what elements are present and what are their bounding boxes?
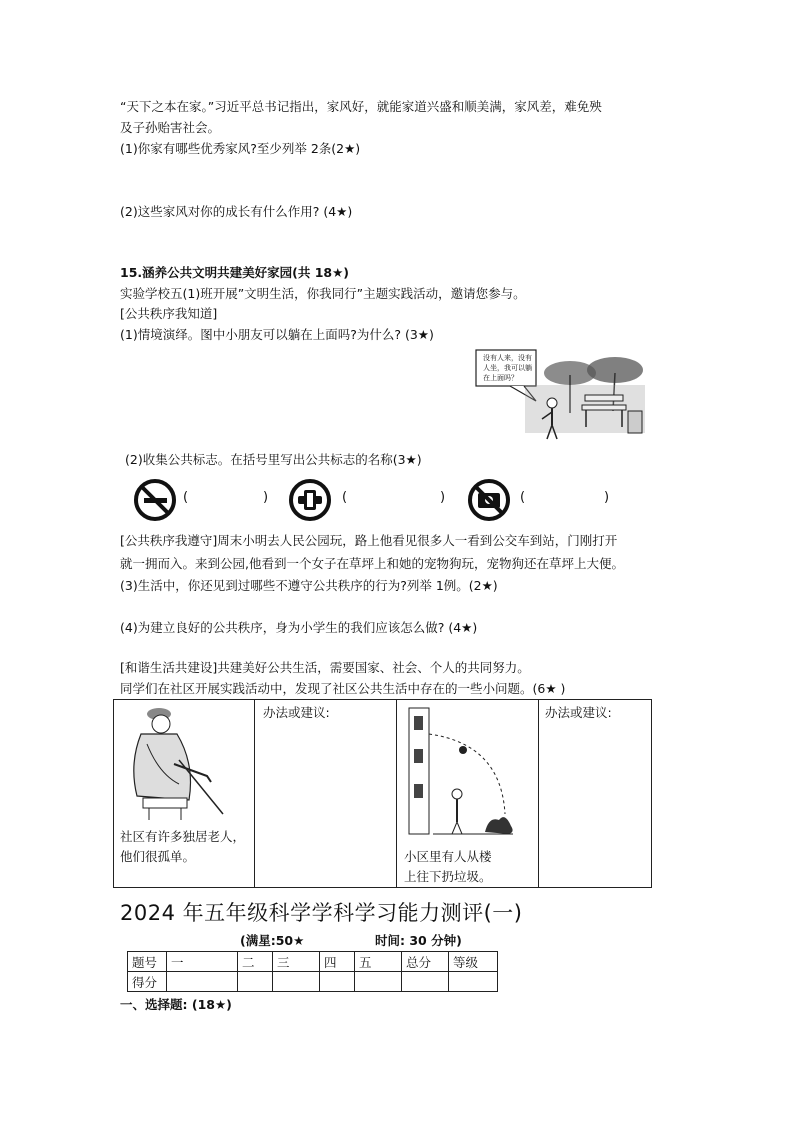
intro-line-1: “天下之本在家。”习近平总书记指出，家风好，就能家道兴盛和顺美满，家风差，难免殃 [120,99,602,114]
exam-title: 2024 年五年级科学学科学习能力测评(一) [120,901,523,925]
score-header-cell: 四 [320,952,355,972]
community-problem-table [113,699,652,888]
q15-section-1: [公共秩序我知道] [120,306,218,321]
bubble-text-3: 在上面吗？ [483,374,518,382]
q15-intro: 实验学校五(1)班开展”文明生活，你我同行”主题实践活动，邀请您参与。 [120,286,526,301]
score-header-cell: 二 [238,952,273,972]
q14-sub1: (1)你家有哪些优秀家风?至少列举 2条(2★) [120,141,361,156]
sign1-paren-open: ( [183,490,189,505]
sign2-paren-open: ( [342,490,348,505]
litter-cell [397,700,539,888]
throwing-trash-illustration [405,704,517,838]
suggestion-label-2: 办法或建议: [545,705,612,720]
suggestion-cell-2 [539,700,652,888]
elderly-caption-line-1: 社区有许多独居老人， [120,829,246,844]
no-smoking-sign-icon [133,478,177,522]
score-header-cell: 等级 [449,952,498,972]
exam-time: 时间: 30 分钟) [375,933,462,948]
q15-sub4: (4)为建立良好的公共秩序，身为小学生的我们应该怎么做? (4★) [120,620,478,635]
score-table [127,951,498,992]
q15-section-2-line-1: [公共秩序我遵守]周末小明去人民公园玩，路上他看见很多人一看到公交车到站，门刚打开 [120,533,618,548]
bench-scene-illustration [470,345,650,445]
score-table-header-row [128,952,498,972]
elderly-cell [114,700,255,888]
sign1-paren-close: ) [263,490,269,505]
bubble-text-1: 没有人来，没有 [483,354,532,362]
score-header-cell: 一 [167,952,238,972]
score-blank-cell[interactable] [167,972,238,992]
litter-caption-line-2: 上往下扔垃圾。 [404,869,492,884]
exam-full-score: (满星:50★ [240,933,305,948]
q15-sub3: (3)生活中，你还见到过哪些不遵守公共秩序的行为?列举 1例。(2★) [120,578,498,593]
score-blank-cell[interactable] [355,972,402,992]
q15-sub1: (1)情境演绎。图中小朋友可以躺在上面吗?为什么? (3★) [120,327,434,342]
q15-section-3-line-2: 同学们在社区开展实践活动中，发现了社区公共生活中存在的一些小问题。(6★ ) [120,681,566,696]
elderly-man-illustration [119,704,231,822]
score-header-cell: 三 [273,952,320,972]
exam-section-1: 一、选择题: (18★) [120,997,232,1012]
sign3-paren-close: ) [604,490,610,505]
suggestion-cell-1 [255,700,397,888]
score-table-value-row [128,972,498,992]
q14-sub2: (2)这些家风对你的成长有什么作用? (4★) [120,204,353,219]
score-blank-cell[interactable] [449,972,498,992]
first-aid-sign-icon [288,478,332,522]
suggestion-label-1: 办法或建议: [263,705,330,720]
score-header-cell: 五 [355,952,402,972]
score-blank-cell[interactable] [238,972,273,992]
q15-title: 15.涵养公共文明共建美好家园(共 18★) [120,265,350,280]
intro-line-2: 及子孙贻害社会。 [120,120,221,135]
elderly-caption-line-2: 他们很孤单。 [120,849,196,864]
q15-sub2: (2)收集公共标志。在括号里写出公共标志的名称(3★) [125,452,422,467]
sign3-paren-open: ( [520,490,526,505]
score-header-cell: 题号 [128,952,167,972]
score-header-cell: 总分 [402,952,449,972]
q15-section-2-line-2: 就一拥而入。来到公园,他看到一个女子在草坪上和她的宠物狗玩，宠物狗还在草坪上大便。 [120,556,624,571]
q15-section-3-line-1: [和谐生活共建设]共建美好公共生活，需要国家、社会、个人的共同努力。 [120,660,530,675]
no-photography-sign-icon [467,478,511,522]
score-blank-cell[interactable] [402,972,449,992]
litter-caption-line-1: 小区里有人从楼 [404,849,492,864]
score-blank-cell[interactable] [273,972,320,992]
sign2-paren-close: ) [440,490,446,505]
bubble-text-2: 人坐，我可以躺 [483,364,532,372]
score-row-label: 得分 [128,972,167,992]
score-blank-cell[interactable] [320,972,355,992]
